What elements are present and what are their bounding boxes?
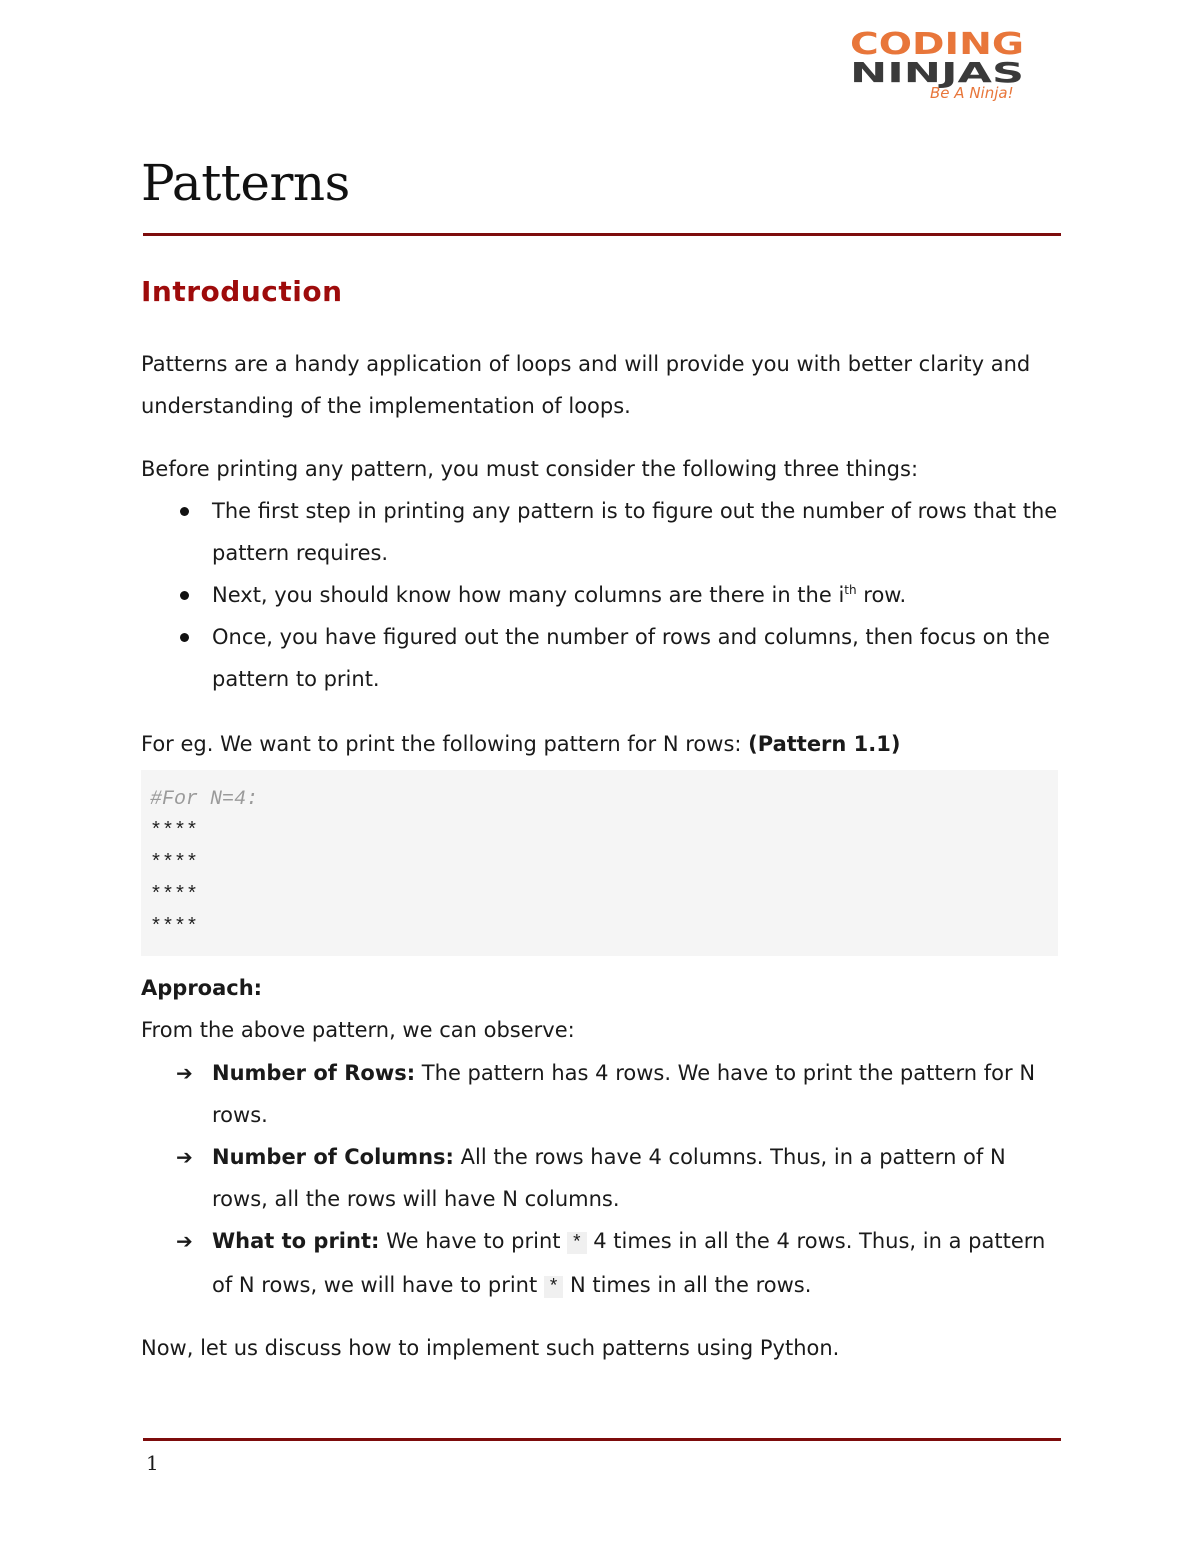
list-item-text: Once, you have figured out the number of rows and columns, then focus on the pattern to print. bbox=[212, 625, 1050, 691]
closing-paragraph: Now, let us discuss how to implement such patterns using Python. bbox=[141, 1336, 840, 1360]
inline-code: * bbox=[567, 1232, 586, 1254]
code-block bbox=[141, 770, 1058, 956]
approach-lead: From the above pattern, we can observe: bbox=[141, 1018, 575, 1042]
arrow-icon: ➔ bbox=[176, 1061, 193, 1085]
code-line: **** bbox=[150, 884, 199, 907]
logo-line2: NINJAS bbox=[850, 56, 1024, 89]
list-item bbox=[141, 1052, 1061, 1136]
list-item-text: Next, you should know how many columns are there in the i bbox=[212, 583, 845, 607]
item-label: Number of Columns: bbox=[212, 1145, 454, 1169]
title-divider bbox=[143, 233, 1061, 236]
footer-divider bbox=[143, 1438, 1061, 1441]
arrow-icon: ➔ bbox=[176, 1145, 193, 1169]
approach-heading bbox=[141, 967, 1061, 1009]
section-heading-introduction: Introduction bbox=[141, 275, 343, 308]
considerations-lead: Before printing any pattern, you must consider the following three things: bbox=[141, 457, 919, 481]
code-content bbox=[141, 770, 1058, 944]
item-text: 4 times in all the 4 rows. Thus, in a pattern of N rows, we will have to print bbox=[212, 1229, 1046, 1297]
item-text: The pattern has 4 rows. We have to print the pattern for N rows. bbox=[212, 1061, 1036, 1127]
item-label: What to print: bbox=[212, 1229, 380, 1253]
code-comment: #For N=4: bbox=[150, 788, 259, 811]
logo-tagline: Be A Ninja! bbox=[930, 84, 1014, 102]
superscript: th bbox=[844, 583, 857, 597]
item-label: Number of Rows: bbox=[212, 1061, 416, 1085]
code-line: **** bbox=[150, 916, 199, 939]
example-text: For eg. We want to print the following pattern for N rows: bbox=[141, 732, 749, 756]
arrow-icon: ➔ bbox=[176, 1229, 193, 1253]
example-line bbox=[141, 723, 1061, 765]
logo-graphic bbox=[848, 24, 1028, 104]
list-item bbox=[141, 1136, 1061, 1220]
logo-line1: CODING bbox=[850, 27, 1024, 62]
page-number: 1 bbox=[146, 1451, 159, 1475]
approach-heading-text: Approach: bbox=[141, 976, 263, 1000]
inline-code: * bbox=[544, 1276, 563, 1298]
list-item bbox=[141, 574, 1061, 616]
considerations-list bbox=[141, 490, 1061, 700]
pattern-label: (Pattern 1.1) bbox=[748, 732, 901, 756]
page-title: Patterns bbox=[141, 154, 350, 212]
approach-list bbox=[141, 1052, 1061, 1308]
list-item-text: row. bbox=[856, 583, 907, 607]
list-item bbox=[141, 490, 1061, 574]
intro-paragraph: Patterns are a handy application of loops and will provide you with better clarity and understanding of the implementation of loops. bbox=[141, 352, 1031, 418]
list-item-text: The first step in printing any pattern is to figure out the number of rows that the pattern requires. bbox=[212, 499, 1058, 565]
list-item bbox=[141, 1220, 1061, 1308]
item-text: N times in all the rows. bbox=[563, 1273, 812, 1297]
item-text: We have to print bbox=[379, 1229, 568, 1253]
code-line: **** bbox=[150, 852, 199, 875]
item-text: All the rows have 4 columns. Thus, in a pattern of N rows, all the rows will have N columns. bbox=[212, 1145, 1006, 1211]
coding-ninjas-logo bbox=[848, 24, 1028, 104]
code-line: **** bbox=[150, 820, 199, 843]
list-item bbox=[141, 616, 1061, 700]
